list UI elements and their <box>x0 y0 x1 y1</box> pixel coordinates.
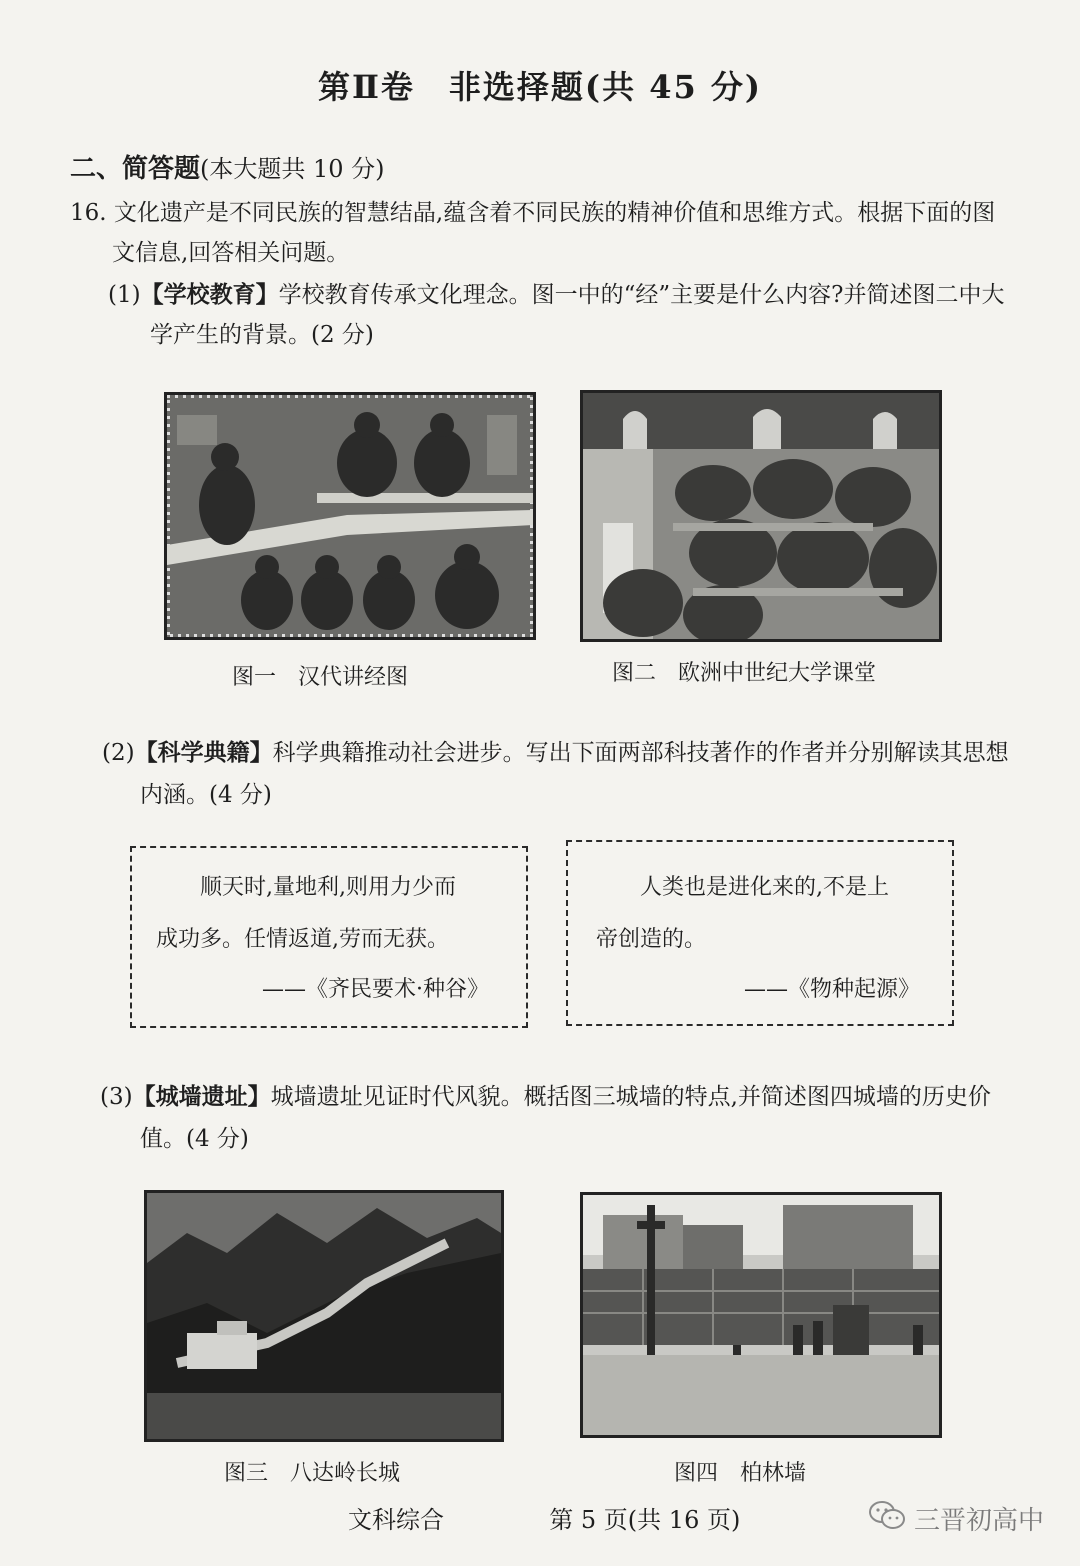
question-16-line1: 16. 文化遗产是不同民族的智慧结晶,蕴含着不同民族的精神价值和思维方式。根据下面的图 <box>70 200 996 226</box>
part1-line2: 学产生的背景。(2 分) <box>150 322 374 348</box>
quote-box-2 <box>566 840 954 1026</box>
part2-line2: 内涵。(4 分) <box>140 782 272 808</box>
section-note: (本大题共 10 分) <box>200 155 385 183</box>
footer-page: 第 5 页(共 16 页) <box>549 1506 741 1534</box>
part3-tag: 【城墙遗址】 <box>132 1083 271 1110</box>
section-heading <box>70 148 385 185</box>
quote-2-line1: 人类也是进化来的,不是上 <box>640 875 889 900</box>
figure-1-caption: 图一 汉代讲经图 <box>232 665 409 690</box>
part1-number: (1) <box>108 282 141 308</box>
part2-line1 <box>102 734 1009 772</box>
part3-line1 <box>100 1078 991 1116</box>
part1-text: 学校教育传承文化理念。图一中的“经”主要是什么内容?并简述图二中大 <box>278 282 1005 308</box>
part2-text: 科学典籍推动社会进步。写出下面两部科技著作的作者并分别解读其思想 <box>272 740 1009 766</box>
figure-4-image <box>580 1192 942 1438</box>
part2-number: (2) <box>102 740 135 766</box>
figure-2-caption: 图二 欧洲中世纪大学课堂 <box>612 661 877 686</box>
part3-text: 城墙遗址见证时代风貌。概括图三城墙的特点,并简述图四城墙的历史价 <box>270 1084 991 1110</box>
section-label: 二、简答题 <box>70 154 201 184</box>
part3-line2: 值。(4 分) <box>140 1126 249 1152</box>
figure-3-caption: 图三 八达岭长城 <box>224 1461 401 1486</box>
figure-2-image <box>580 390 942 642</box>
quote-2-line2: 帝创造的。 <box>596 927 707 952</box>
wechat-icon <box>868 1500 906 1537</box>
watermark-text: 三晋初高中 <box>913 1506 1044 1536</box>
part1-tag: 【学校教育】 <box>140 281 279 308</box>
figure-1-image <box>164 392 536 640</box>
part3-number: (3) <box>100 1084 133 1110</box>
page-footer <box>348 1500 740 1535</box>
quote-1-line2: 成功多。任情返道,劳而无获。 <box>156 927 449 952</box>
part1-line1 <box>108 276 1004 314</box>
figure-3-image <box>144 1190 504 1442</box>
watermark <box>868 1500 1044 1537</box>
footer-subject: 文科综合 <box>348 1506 444 1534</box>
quote-box-1 <box>130 846 528 1028</box>
quote-1-source: ——《齐民要术·种谷》 <box>262 977 489 1002</box>
quote-2-source: ——《物种起源》 <box>744 977 921 1002</box>
question-16-line2: 文信息,回答相关问题。 <box>112 240 350 266</box>
quote-1-line1: 顺天时,量地利,则用力少而 <box>200 875 456 900</box>
figure-4-caption: 图四 柏林墙 <box>674 1461 807 1486</box>
part2-tag: 【科学典籍】 <box>134 739 273 766</box>
paper-title: 第Ⅱ卷 非选择题(共 45 分) <box>317 68 763 106</box>
